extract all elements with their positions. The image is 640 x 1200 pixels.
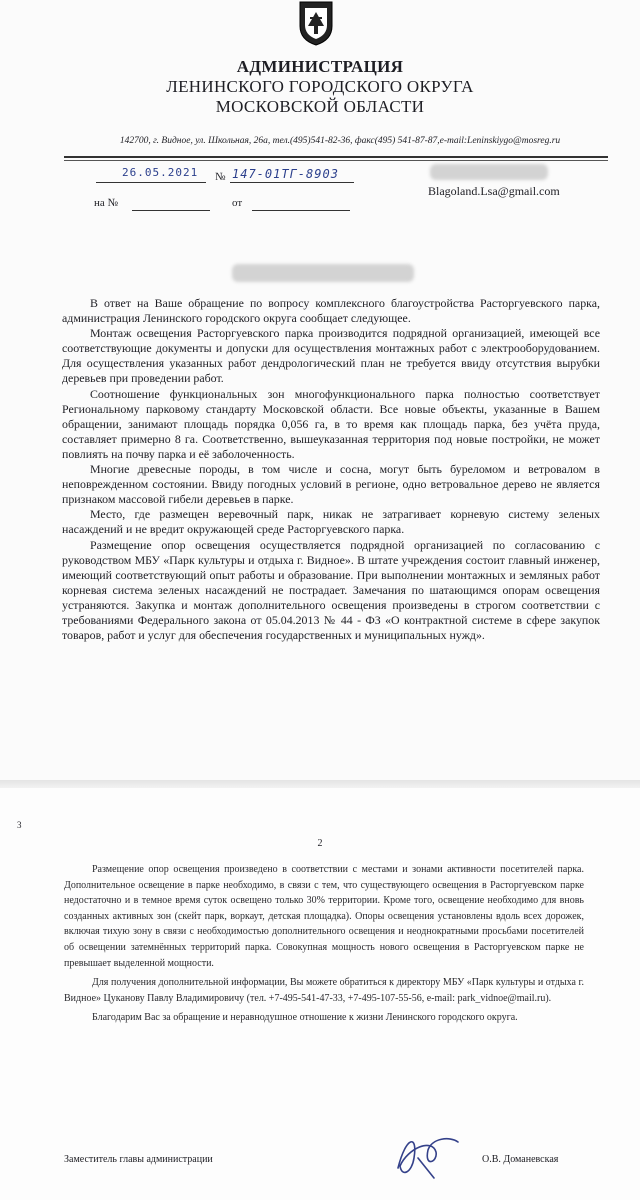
org-title: АДМИНИСТРАЦИЯ (236, 57, 404, 76)
date-underline (96, 182, 206, 183)
paragraph: Место, где размещен веревочный парк, никак не затрагивает корневую систему зеленых насаждений и не вредит окружающей среде Расторгуевского парка. (62, 507, 600, 537)
address-line: 142700, г. Видное, ул. Школьная, 26а, тел.(495)541-82-36, факс(495) 541-87-87,e-mail:Leninskiygo@mosreg.ru (119, 136, 561, 146)
reply-number-label: на № (94, 197, 119, 209)
registration-date: 26.05.2021 (122, 166, 199, 179)
paragraph: Соотношение функциональных зон многофункционального парка полностью соответствует Региональному парковому стандарту Московской области. Все новые объекты, указанные в Вашем обращении, занимают площадь порядка 0,056 га, в то время как площадь парка, без учёта пруда, составляет примерно 8 га. Соответственно, вышеуказанная территория под новые постройки, не может повлиять на почву парка и её заболоченность. (62, 386, 600, 461)
letter-body-page-1 (62, 296, 600, 643)
letterhead-rule (64, 156, 608, 158)
paragraph: Монтаж освещения Расторгуевского парка производится подрядной организацией, имеющей все соответствующие документы и допуски для осуществления монтажных работ с электрооборудованием. Для осуществления указанных работ дендрологический план не требуется ввиду отсутствия вырубки деревьев при проведении работ. (62, 326, 600, 386)
number-underline (230, 182, 354, 183)
redacted-salutation (232, 264, 414, 282)
handwritten-signature (388, 1128, 468, 1184)
org-subtitle-region: МОСКОВСКОЙ ОБЛАСТИ (215, 97, 425, 116)
letterhead-rule-thin (64, 160, 608, 161)
reply-from-line (252, 210, 350, 211)
paragraph: Размещение опор освещения осуществляется подрядной организацией по согласованию с руководством МБУ «Парк культуры и отдыха г. Видное». В штате учреждения состоит главный инженер, имеющий соответствующий опыт работы и образование. При выполнении монтажных и земляных работ корневая система зеленых насаждений не пострадает. Замечания по шатающимся опорам освещения устраняются. Закупка и монтаж дополнительного освещения произведены в строгом соответствии с требованиями Федерального закона от 05.04.2013 № 44 - ФЗ «О контрактной системе в сфере закупок товаров, работ и услуг для обеспечения государственных и муниципальных нужд». (62, 537, 600, 643)
margin-mark: 3 (17, 820, 22, 830)
paragraph: Размещение опор освещения произведено в соответствии с местами и зонами активности посетителей парка. Дополнительное освещение в парке необходимо, в связи с тем, что существующего освещения в Расторгуевском парке недостаточно и в темное время суток освещено только 30% территории. Кроме того, освещение необходимо для вновь созданных активных зон (скейт парк, воркаут, детская площадка). Опоры освещения установлены вдоль всех дорожек, включая тихую зону в связи с необходимостью дополнительного освещения и неоднократными просьбами посетителей об освещении затемнённых территорий парка. Совокупная мощность нового освещения в Расторгуевском парке не превышает выделенной мощности. (64, 864, 584, 969)
redacted-recipient-name (430, 164, 548, 180)
letter-body-page-2 (64, 862, 584, 1030)
paragraph: Многие древесные породы, в том числе и сосна, могут быть буреломом и ветровалом в неповрежденном состоянии. Ввиду погодных условий в регионе, одно ветровальное дерево не является признаком массовой гибели деревьев в парке. (62, 462, 600, 507)
reply-from-label: от (232, 197, 243, 209)
signatory-name: О.В. Доманевская (482, 1154, 559, 1165)
page-separator (0, 780, 640, 788)
page-number: 2 (317, 838, 323, 849)
paragraph: Для получения дополнительной информации, Вы можете обратиться к директору МБУ «Парк культуры и отдыха г. Видное» Цуканову Павлу Владимировичу (тел. +7-495-541-47-33, +7-495-107-55-56, e-mail: park_vidnoe@mail.ru). (64, 977, 584, 1004)
paragraph: Благодарим Вас за обращение и неравнодушное отношение к жизни Ленинского городского округа. (92, 1012, 518, 1024)
registration-number: 147-01ТГ-8903 (232, 167, 339, 181)
recipient-email: Blagoland.Lsa@gmail.com (428, 184, 560, 198)
org-subtitle-district: ЛЕНИНСКОГО ГОРОДСКОГО ОКРУГА (166, 77, 474, 96)
paragraph: В ответ на Ваше обращение по вопросу комплексного благоустройства Расторгуевского парка, администрация Ленинского городского округа сообщает следующее. (62, 296, 600, 326)
reply-number-line (132, 210, 210, 211)
number-label: № (215, 171, 226, 183)
coat-of-arms-icon (296, 0, 336, 46)
signatory-title: Заместитель главы администрации (64, 1154, 213, 1165)
